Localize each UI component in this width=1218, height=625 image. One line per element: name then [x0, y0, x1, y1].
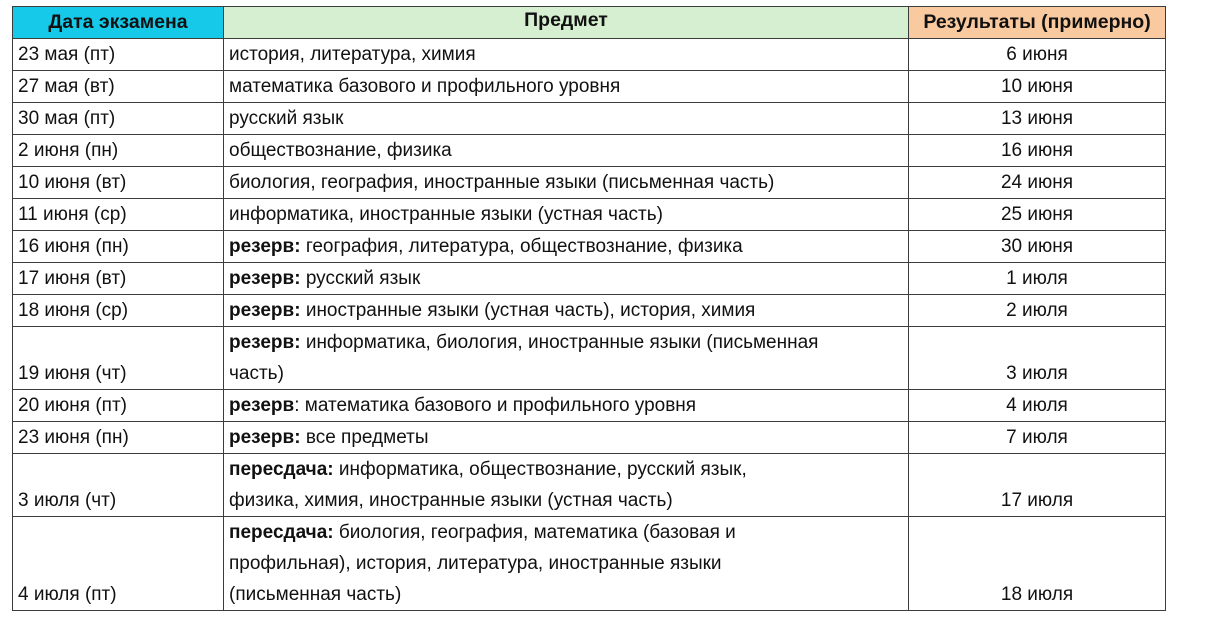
subject-cell — [224, 71, 909, 103]
table-row — [13, 327, 1166, 390]
result-date-cell: 3 июля — [909, 327, 1166, 390]
table-row — [13, 71, 1166, 103]
subject-line — [229, 199, 903, 230]
subject-text: : математика базового и профильного уровня — [294, 395, 697, 416]
subject-line — [229, 454, 903, 485]
exam-date-cell: 17 июня (вт) — [13, 263, 224, 295]
subject-text: география, литература, обществознание, физика — [300, 236, 743, 257]
result-date-cell: 16 июня — [909, 135, 1166, 167]
exam-schedule-table — [12, 6, 1166, 611]
result-date-cell: 30 июня — [909, 231, 1166, 263]
subject-column-header: Предмет — [224, 7, 909, 39]
subject-text: физика, химия, иностранные языки (устная часть) — [229, 490, 673, 511]
table-row — [13, 263, 1166, 295]
table-row — [13, 454, 1166, 517]
table-body — [13, 39, 1166, 611]
subject-text: история, литература, химия — [229, 44, 476, 65]
subject-line — [229, 71, 903, 102]
table-row — [13, 295, 1166, 327]
result-date-cell: 6 июня — [909, 39, 1166, 71]
subject-text: профильная), история, литература, иностранные языки — [229, 553, 722, 574]
subject-keyword: пересдача: — [229, 522, 334, 543]
subject-cell — [224, 390, 909, 422]
subject-line — [229, 485, 903, 516]
exam-date-cell: 2 июня (пн) — [13, 135, 224, 167]
subject-keyword: резерв: — [229, 268, 301, 289]
subject-keyword: резерв: — [229, 332, 301, 353]
subject-keyword: пересдача: — [229, 459, 334, 480]
exam-date-cell: 20 июня (пт) — [13, 390, 224, 422]
subject-line — [229, 135, 903, 166]
subject-text: информатика, иностранные языки (устная часть) — [229, 204, 663, 225]
subject-line — [229, 295, 903, 326]
subject-line — [229, 327, 903, 358]
subject-text: математика базового и профильного уровня — [229, 76, 621, 97]
exam-date-cell: 27 мая (вт) — [13, 71, 224, 103]
exam-date-cell: 10 июня (вт) — [13, 167, 224, 199]
subject-cell — [224, 295, 909, 327]
subject-line — [229, 579, 903, 610]
subject-keyword: резерв: — [229, 300, 301, 321]
subject-cell — [224, 199, 909, 231]
exam-date-cell: 4 июля (пт) — [13, 517, 224, 611]
table-row — [13, 199, 1166, 231]
subject-text: биология, география, иностранные языки (письменная часть) — [229, 172, 775, 193]
subject-text: русский язык — [300, 268, 421, 289]
table-row — [13, 103, 1166, 135]
subject-text: часть) — [229, 363, 284, 384]
subject-keyword: резерв: — [229, 236, 301, 257]
subject-line — [229, 167, 903, 198]
subject-text: (письменная часть) — [229, 584, 402, 605]
table-row — [13, 39, 1166, 71]
result-column-header: Результаты (примерно) — [909, 7, 1166, 39]
table-header — [13, 7, 1166, 39]
subject-line — [229, 358, 903, 389]
table-row — [13, 390, 1166, 422]
subject-cell — [224, 231, 909, 263]
subject-cell — [224, 454, 909, 517]
subject-line — [229, 390, 903, 421]
subject-text: информатика, биология, иностранные языки (письменная — [300, 332, 819, 353]
subject-cell — [224, 517, 909, 611]
subject-cell — [224, 327, 909, 390]
exam-date-cell: 23 мая (пт) — [13, 39, 224, 71]
exam-date-cell: 23 июня (пн) — [13, 422, 224, 454]
subject-text: биология, география, математика (базовая и — [333, 522, 736, 543]
subject-line — [229, 263, 903, 294]
subject-text: все предметы — [300, 427, 429, 448]
subject-keyword: резерв: — [229, 427, 301, 448]
subject-keyword: резерв — [229, 395, 295, 416]
result-date-cell: 2 июля — [909, 295, 1166, 327]
subject-cell — [224, 422, 909, 454]
table-row — [13, 231, 1166, 263]
date-column-header: Дата экзамена — [13, 7, 224, 39]
table-row — [13, 422, 1166, 454]
subject-cell — [224, 39, 909, 71]
result-date-cell: 1 июля — [909, 263, 1166, 295]
header-row — [13, 7, 1166, 39]
result-date-cell: 4 июля — [909, 390, 1166, 422]
result-date-cell: 25 июня — [909, 199, 1166, 231]
subject-text: информатика, обществознание, русский язык, — [333, 459, 747, 480]
subject-line — [229, 103, 903, 134]
exam-date-cell: 11 июня (ср) — [13, 199, 224, 231]
result-date-cell: 7 июля — [909, 422, 1166, 454]
result-date-cell: 18 июля — [909, 517, 1166, 611]
exam-date-cell: 30 мая (пт) — [13, 103, 224, 135]
subject-line — [229, 548, 903, 579]
subject-text: русский язык — [229, 108, 344, 129]
subject-line — [229, 231, 903, 262]
subject-text: обществознание, физика — [229, 140, 452, 161]
exam-date-cell: 3 июля (чт) — [13, 454, 224, 517]
table-row — [13, 517, 1166, 611]
subject-line — [229, 517, 903, 548]
subject-text: иностранные языки (устная часть), история, химия — [300, 300, 756, 321]
table-row — [13, 135, 1166, 167]
exam-date-cell: 19 июня (чт) — [13, 327, 224, 390]
subject-cell — [224, 135, 909, 167]
subject-cell — [224, 263, 909, 295]
exam-date-cell: 16 июня (пн) — [13, 231, 224, 263]
result-date-cell: 13 июня — [909, 103, 1166, 135]
subject-cell — [224, 103, 909, 135]
exam-date-cell: 18 июня (ср) — [13, 295, 224, 327]
result-date-cell: 10 июня — [909, 71, 1166, 103]
result-date-cell: 24 июня — [909, 167, 1166, 199]
subject-line — [229, 422, 903, 453]
table-row — [13, 167, 1166, 199]
result-date-cell: 17 июля — [909, 454, 1166, 517]
subject-line — [229, 39, 903, 70]
subject-cell — [224, 167, 909, 199]
